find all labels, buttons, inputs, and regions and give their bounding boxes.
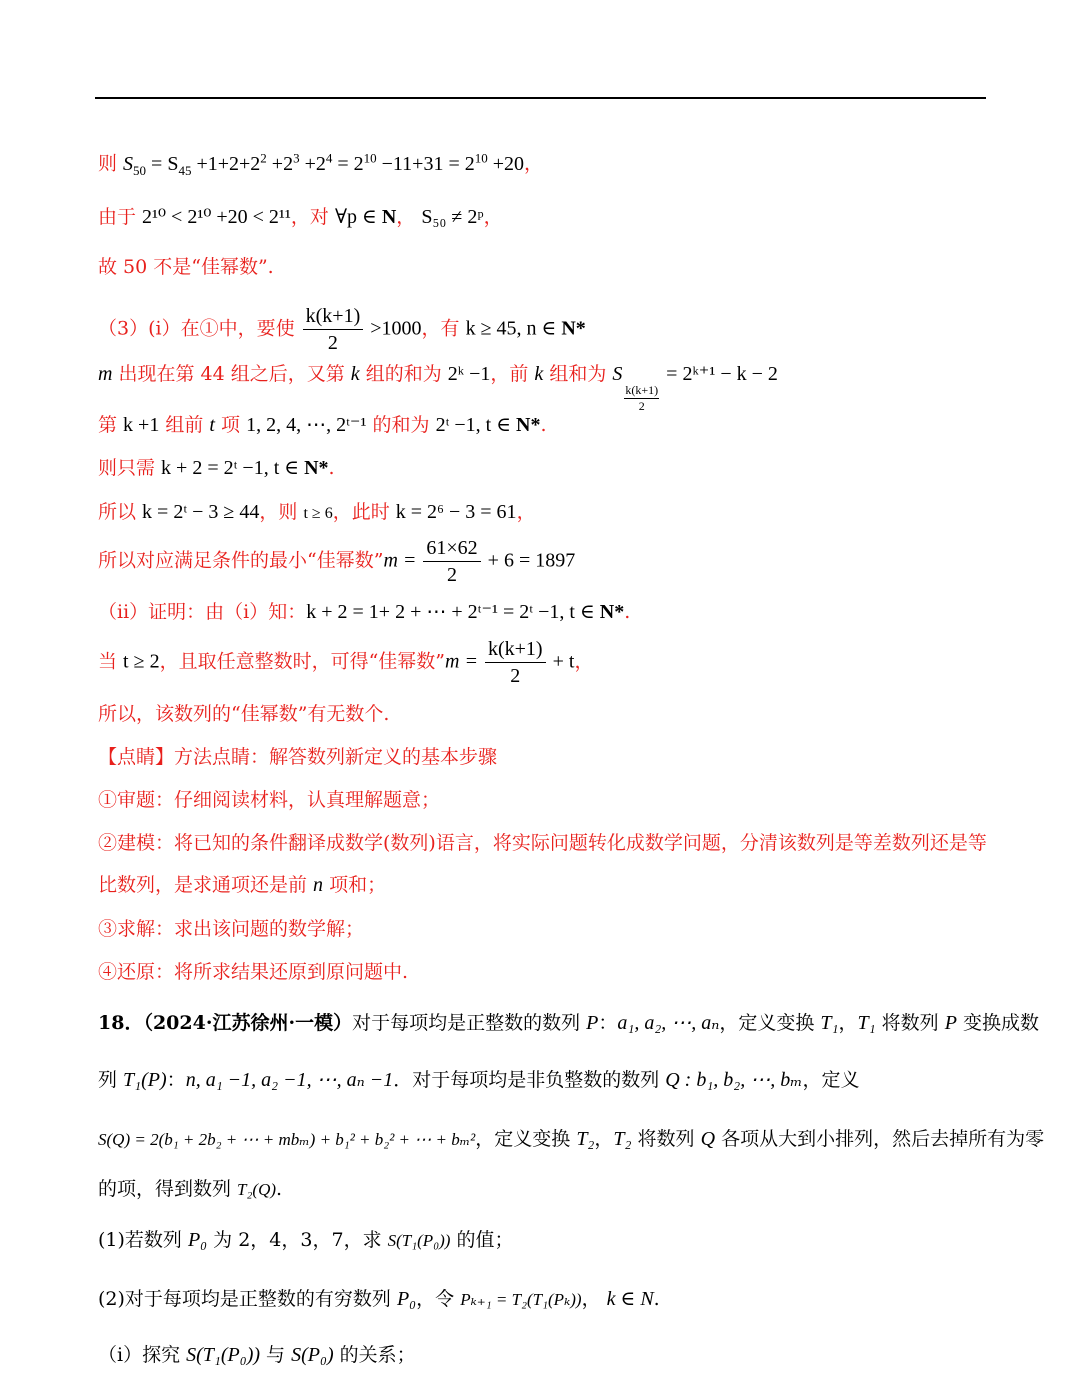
text: 组前 bbox=[159, 414, 210, 436]
math: 2 bbox=[260, 150, 267, 165]
text: （3）(ⅰ）在①中，要使 bbox=[98, 317, 301, 340]
math: m bbox=[98, 363, 113, 385]
text: ， bbox=[574, 650, 594, 673]
problem-18-define-s bbox=[98, 1127, 1045, 1152]
math: m = bbox=[383, 549, 422, 572]
math: P bbox=[586, 1012, 599, 1034]
text: 出现在第 44 组之后，又第 bbox=[112, 363, 351, 385]
math: + t bbox=[547, 650, 575, 673]
text: 将数列 bbox=[631, 1128, 701, 1150]
text: ②建模：将已知的条件翻译成数学(数列)语言，将实际问题转化成数学问题，分清该数列是等差数列还是等 bbox=[98, 832, 987, 854]
solution-line-proof bbox=[98, 600, 988, 624]
solution-line-s50 bbox=[98, 146, 988, 183]
math: 50 bbox=[133, 162, 147, 178]
math: +20 bbox=[487, 152, 525, 175]
tip-step-2 bbox=[98, 831, 988, 855]
text: 所以，该数列的“佳幂数”有无数个. bbox=[98, 703, 390, 725]
text: ： bbox=[166, 1069, 186, 1091]
math: T₂(Q) bbox=[237, 1180, 277, 1199]
math: N* bbox=[561, 317, 586, 340]
text: ，定义变换 bbox=[719, 1012, 821, 1034]
text: 为 2，4，3，7，求 bbox=[207, 1229, 388, 1251]
tip-heading bbox=[98, 745, 988, 769]
math: Q bbox=[700, 1128, 716, 1150]
text: . bbox=[276, 1178, 283, 1200]
math: k bbox=[350, 363, 360, 385]
math: T₁(P) bbox=[123, 1069, 167, 1091]
math: t bbox=[209, 414, 215, 436]
math: S(T₁(P₀)) bbox=[387, 1231, 451, 1250]
math: S(Q) = 2(b₁ + 2b₂ + ⋯ + mbₘ) + b₁² + b₂² + ⋯ + bₘ² bbox=[98, 1130, 476, 1149]
math: t ≥ 6 bbox=[303, 505, 333, 522]
math: 2ᵏ −1 bbox=[447, 363, 491, 385]
numerator: k(k+1) bbox=[625, 383, 659, 397]
math: 10 bbox=[363, 150, 377, 165]
denominator: 2 bbox=[510, 665, 521, 687]
numerator: k(k+1) bbox=[303, 305, 364, 330]
text: 所以 bbox=[98, 501, 143, 523]
text: ①审题：仔细阅读材料，认真理解题意； bbox=[98, 789, 441, 811]
solution-line-condition bbox=[98, 456, 988, 480]
text: 各项从大到小排列，然后去掉所有为零 bbox=[715, 1128, 1045, 1150]
math: +2 bbox=[266, 152, 294, 175]
text: 则 bbox=[98, 152, 124, 175]
math: 45 bbox=[178, 162, 192, 178]
text: ，且取任意整数时，可得“佳幂数” bbox=[159, 650, 446, 673]
text: 与 bbox=[260, 1344, 292, 1366]
problem-18-part-2 bbox=[98, 1287, 988, 1312]
math: n, a₁ −1, a₂ −1, ⋯, aₙ −1 bbox=[185, 1069, 394, 1091]
fraction bbox=[423, 537, 480, 586]
problem-18-define-t2 bbox=[98, 1177, 988, 1202]
math: 10 bbox=[474, 150, 488, 165]
math: 3 bbox=[293, 150, 300, 165]
text: ，对 bbox=[290, 206, 335, 228]
text: ，定义 bbox=[802, 1069, 860, 1091]
math: N* bbox=[304, 457, 329, 479]
problem-source: （2024·江苏徐州·一模） bbox=[143, 1012, 353, 1034]
math: = S bbox=[146, 152, 179, 175]
tip-step-1 bbox=[98, 788, 988, 812]
math: P₀ bbox=[396, 1288, 417, 1310]
solution-line-inequality bbox=[98, 205, 988, 229]
math: = 2 bbox=[332, 152, 364, 175]
text: ， bbox=[396, 206, 422, 228]
problem-18-statement bbox=[98, 1011, 1039, 1035]
text: 的值； bbox=[450, 1229, 514, 1251]
problem-18-transform-t1 bbox=[98, 1068, 988, 1092]
text: ．对于每项均是非负整数的数列 bbox=[393, 1069, 666, 1091]
math: k +1 bbox=[123, 414, 160, 436]
math: 2ᵗ −1, t ∈ bbox=[435, 414, 517, 436]
solution-line-min-m bbox=[98, 537, 988, 586]
solution-line-conclusion bbox=[98, 255, 988, 279]
math: + 6 = 1897 bbox=[482, 549, 576, 572]
text: 变换成数 bbox=[956, 1012, 1039, 1034]
math: k + 2 = 2ᵗ −1, t ∈ bbox=[161, 457, 305, 479]
text: 项和； bbox=[323, 874, 387, 896]
text: 项 bbox=[214, 414, 247, 436]
math: S₅₀ ≠ 2ᵖ bbox=[421, 206, 484, 228]
text: 的项，得到数列 bbox=[98, 1178, 238, 1200]
math: P₀ bbox=[187, 1229, 208, 1251]
text: （ⅰ）探究 bbox=[98, 1344, 187, 1366]
text: 组的和为 bbox=[359, 363, 448, 385]
text: ，有 bbox=[421, 317, 466, 340]
numerator: k(k+1) bbox=[485, 638, 546, 663]
math: S(P₀) bbox=[291, 1344, 334, 1366]
fraction bbox=[303, 305, 364, 354]
problem-18-part-2-i bbox=[98, 1343, 988, 1367]
math: Q : b₁, b₂, ⋯, bₘ bbox=[665, 1069, 803, 1091]
text: 将数列 bbox=[875, 1012, 945, 1034]
text: . bbox=[624, 601, 631, 623]
math: k ∈ N bbox=[606, 1288, 654, 1310]
math: T₂ bbox=[576, 1128, 595, 1150]
text: ， bbox=[838, 1012, 858, 1034]
text: ，令 bbox=[416, 1288, 461, 1310]
text: （ⅱ）证明：由（ⅰ）知： bbox=[98, 601, 307, 623]
solution-line-general-m bbox=[98, 638, 988, 687]
text: ，定义变换 bbox=[475, 1128, 577, 1150]
tip-step-4 bbox=[98, 960, 988, 984]
text: . bbox=[653, 1288, 660, 1310]
math: n bbox=[313, 874, 324, 896]
subscript-fraction bbox=[624, 384, 659, 413]
math: 2¹⁰ < 2¹⁰ +20 < 2¹¹ bbox=[142, 206, 291, 228]
denominator: 2 bbox=[327, 332, 338, 354]
text: 对于每项均是正整数的数列 bbox=[352, 1012, 587, 1034]
text: 由于 bbox=[98, 206, 143, 228]
text: 则只需 bbox=[98, 457, 162, 479]
math: −11+31 = 2 bbox=[376, 152, 475, 175]
solution-line-part3 bbox=[98, 305, 988, 354]
math: T₂ bbox=[613, 1128, 632, 1150]
text: ， bbox=[483, 206, 503, 228]
text: 组和为 bbox=[543, 363, 613, 385]
text: (2)对于每项均是正整数的有穷数列 bbox=[98, 1288, 397, 1310]
math: N* bbox=[516, 414, 541, 436]
math: k bbox=[534, 363, 544, 385]
text: 的关系； bbox=[333, 1344, 416, 1366]
math: +1+2+2 bbox=[191, 152, 261, 175]
text: 故 50 不是“佳幂数”. bbox=[98, 256, 274, 278]
math: N bbox=[381, 206, 397, 228]
math: S $\frac{k(k+1)}{2}$ bbox=[612, 363, 659, 413]
text: ③求解：求出该问题的数学解； bbox=[98, 918, 365, 940]
text: 第 bbox=[98, 414, 124, 436]
text: ： bbox=[598, 1012, 618, 1034]
math: N* bbox=[599, 601, 625, 623]
math: T₁ bbox=[820, 1012, 839, 1034]
math: k = 2ᵗ − 3 ≥ 44 bbox=[142, 501, 260, 523]
math: k = 2⁶ − 3 = 61 bbox=[395, 501, 517, 523]
text: ，则 bbox=[259, 501, 304, 523]
math: k + 2 = 1+ 2 + ⋯ + 2ᵗ⁻¹ = 2ᵗ −1, t ∈ bbox=[306, 601, 600, 623]
math: 4 bbox=[325, 150, 333, 165]
solution-line-group-sum bbox=[98, 362, 988, 413]
math: +2 bbox=[299, 152, 326, 175]
text: 的和为 bbox=[366, 414, 436, 436]
text: ④还原：将所求结果还原到原问题中. bbox=[98, 961, 409, 983]
header-rule bbox=[95, 97, 986, 99]
math: >1000 bbox=[365, 317, 422, 340]
numerator: 61×62 bbox=[423, 537, 480, 562]
text: (1)若数列 bbox=[98, 1229, 188, 1251]
tip-step-2-cont bbox=[98, 873, 988, 897]
text: 【点睛】方法点睛：解答数列新定义的基本步骤 bbox=[98, 746, 498, 768]
problem-18-part-1 bbox=[98, 1228, 988, 1253]
text: . bbox=[540, 414, 547, 436]
solution-line-k-value bbox=[98, 500, 988, 526]
math: Pₖ₊₁ = T₂(T₁(Pₖ)) bbox=[460, 1290, 582, 1309]
text: ，此时 bbox=[332, 501, 396, 523]
math: S(T₁(P₀)) bbox=[186, 1344, 261, 1366]
text: ， bbox=[594, 1128, 614, 1150]
problem-number: 18． bbox=[98, 1012, 144, 1034]
solution-line-first-t-terms bbox=[98, 413, 988, 437]
text: 比数列，是求通项还是前 bbox=[98, 874, 314, 896]
text: 所以对应满足条件的最小“佳幂数” bbox=[98, 549, 384, 572]
math: P bbox=[944, 1012, 957, 1034]
solution-line-infinite bbox=[98, 702, 988, 726]
math: 1, 2, 4, ⋯, 2ᵗ⁻¹ bbox=[246, 414, 367, 436]
math: = 2ᵏ⁺¹ − k − 2 bbox=[661, 363, 778, 385]
math: a₁, a₂, ⋯, aₙ bbox=[617, 1012, 720, 1034]
text: ， bbox=[524, 152, 544, 175]
text: 列 bbox=[98, 1069, 124, 1091]
tip-step-3 bbox=[98, 917, 988, 941]
math: m = bbox=[445, 650, 483, 673]
text: ， bbox=[516, 501, 536, 523]
math: k ≥ 45, n ∈ bbox=[465, 317, 562, 340]
text: ， bbox=[581, 1288, 607, 1310]
text: ，前 bbox=[490, 363, 535, 385]
denominator: 2 bbox=[447, 564, 458, 586]
text: 当 bbox=[98, 650, 124, 673]
math: t ≥ 2 bbox=[123, 650, 160, 673]
fraction bbox=[485, 638, 546, 687]
math: T₁ bbox=[857, 1012, 876, 1034]
denominator: 2 bbox=[638, 399, 645, 413]
text: . bbox=[328, 457, 335, 479]
math: S bbox=[123, 152, 134, 175]
math: ∀p ∈ bbox=[334, 206, 382, 228]
